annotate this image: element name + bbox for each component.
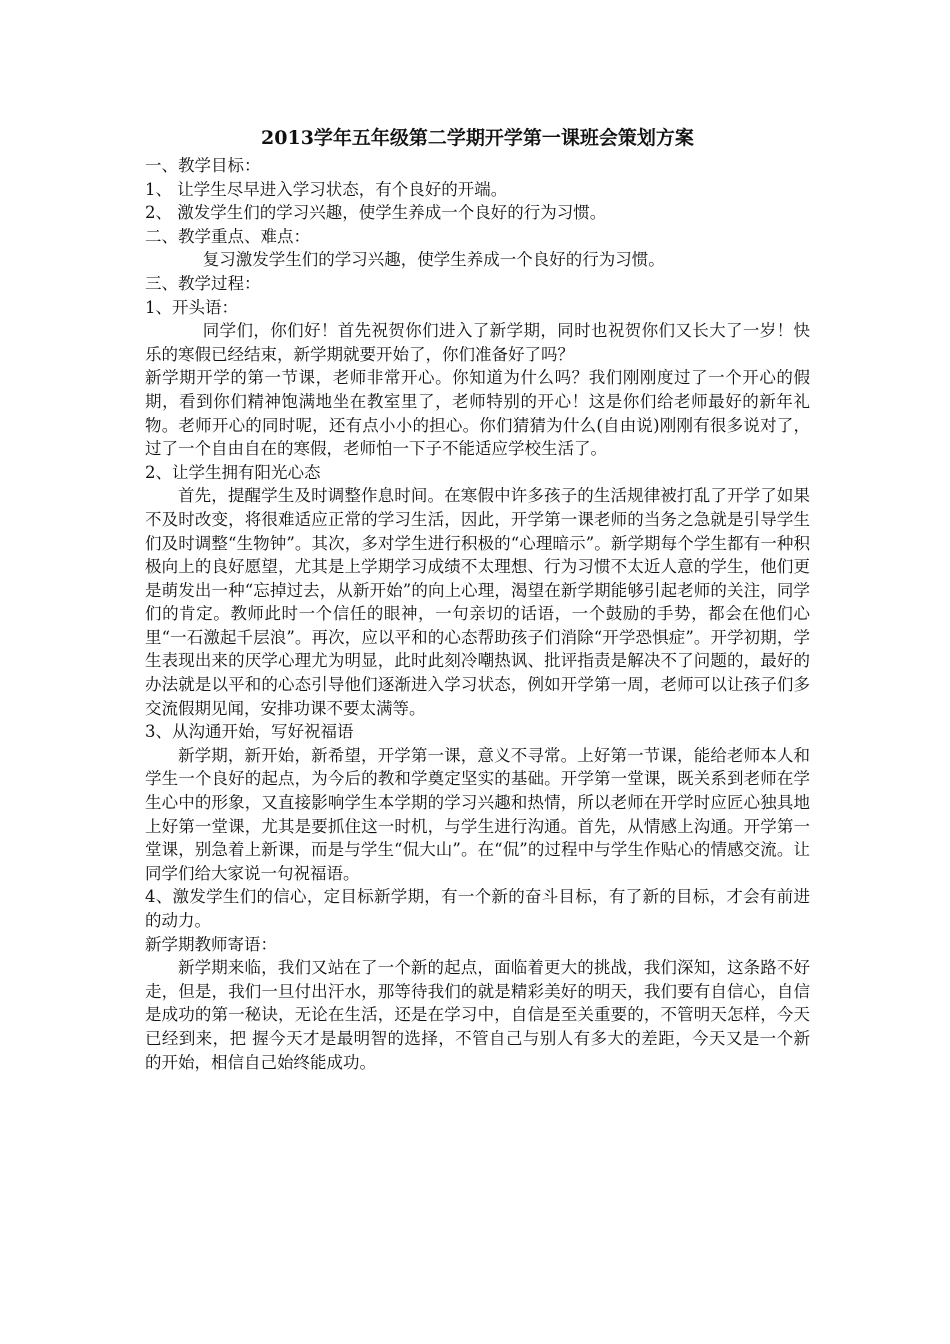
document-page — [145, 124, 810, 1074]
communication-heading: 3、从沟通开始，写好祝福语 — [145, 722, 354, 742]
teacher-message-heading: 新学期教师寄语： — [145, 934, 277, 954]
section-3-heading: 三、教学过程： — [145, 273, 261, 293]
opening-paragraph-2: 新学期开学的第一节课，老师非常开心。你知道为什么吗？我们刚刚度过了一个开心的假期，看到你们精神饱满地坐在教室里了，老师特别的开心！这是你们给老师最好的新年礼物。老师开心的同时呢，还有点小小的担心。你们猜猜为什么(自由说)刚刚有很多说对了，过了一个自由自在的寒假，老师怕一下子不能适应学校生活了。 — [145, 368, 810, 459]
section-1-heading: 一、教学目标： — [145, 156, 261, 175]
key-points-text: 复习激发学生们的学习兴趣，使学生养成一个良好的行为习惯。 — [202, 250, 665, 270]
opening-heading: 1、开头语： — [145, 297, 238, 317]
confidence-paragraph: 4、激发学生们的信心，定目标新学期，有一个新的奋斗目标，有了新的目标，才会有前进的动力。 — [145, 887, 810, 930]
goal-item-1: 1、 让学生尽早进入学习状态，有个良好的开端。 — [145, 179, 508, 199]
goal-item-2: 2、 激发学生们的学习兴趣，使学生养成一个良好的行为习惯。 — [145, 203, 607, 223]
section-2-heading: 二、教学重点、难点： — [145, 226, 310, 246]
sunny-mindset-heading: 2、让学生拥有阳光心态 — [145, 462, 321, 482]
communication-paragraph: 新学期，新开始，新希望，开学第一课，意义不寻常。上好第一节课，能给老师本人和学生一个良好的起点，为今后的教和学奠定坚实的基础。开学第一堂课，既关系到老师在学生心中的形象，又直接影响学生本学期的学习兴趣和热情，所以老师在开学时应匠心独具地上好第一堂课，尤其是要抓住这一时机，与学生进行沟通。首先，从情感上沟通。开学第一堂课，别急着上新课，而是与学生“侃大山”。在“侃”的过程中与学生作贴心的情感交流。让同学们给大家说一句祝福语。 — [145, 745, 810, 883]
opening-paragraph-1: 同学们，你们好！首先祝贺你们进入了新学期，同时也祝贺你们又长大了一岁！快乐的寒假已经结束，新学期就要开始了，你们准备好了吗？ — [145, 321, 810, 364]
teacher-message-paragraph: 新学期来临，我们又站在了一个新的起点，面临着更大的挑战，我们深知，这条路不好走，但是，我们一旦付出汗水，那等待我们的就是精彩美好的明天，我们要有自信心，自信是成功的第一秘诀，无论在生活，还是在学习中，自信是至关重要的，不管明天怎样，今天已经到来，把 握今天才是最明智的选择，不管自己与别人有多大的差距，今天又是一个新的开始，相信自己始终能成功。 — [145, 958, 810, 1072]
sunny-mindset-paragraph: 首先，提醒学生及时调整作息时间。在寒假中许多孩子的生活规律被打乱了开学了如果不及时改变，将很难适应正常的学习生活，因此，开学第一课老师的当务之急就是引导学生们及时调整“生物钟”。其次，多对学生进行积极的“心理暗示”。新学期每个学生都有一种积极向上的良好愿望，尤其是上学期学习成绩不太理想、行为习惯不太近人意的学生，他们更是萌发出一种“忘掉过去，从新开始”的向上心理，渴望在新学期能够引起老师的关注，同学们的肯定。教师此时一个信任的眼神，一句亲切的话语，一个鼓励的手势，都会在他们心里“一石激起千层浪”。再次，应以平和的心态帮助孩子们消除“开学恐惧症”。开学初期，学生表现出来的厌学心理尤为明显，此时此刻冷嘲热讽、批评指责是解决不了问题的，最好的办法就是以平和的心态引导他们逐渐进入学习状态，例如开学第一周，老师可以让孩子们多交流假期见闻，安排功课不要太满等。 — [145, 486, 810, 718]
document-title: 2013学年五年级第二学期开学第一课班会策划方案 — [261, 127, 694, 149]
